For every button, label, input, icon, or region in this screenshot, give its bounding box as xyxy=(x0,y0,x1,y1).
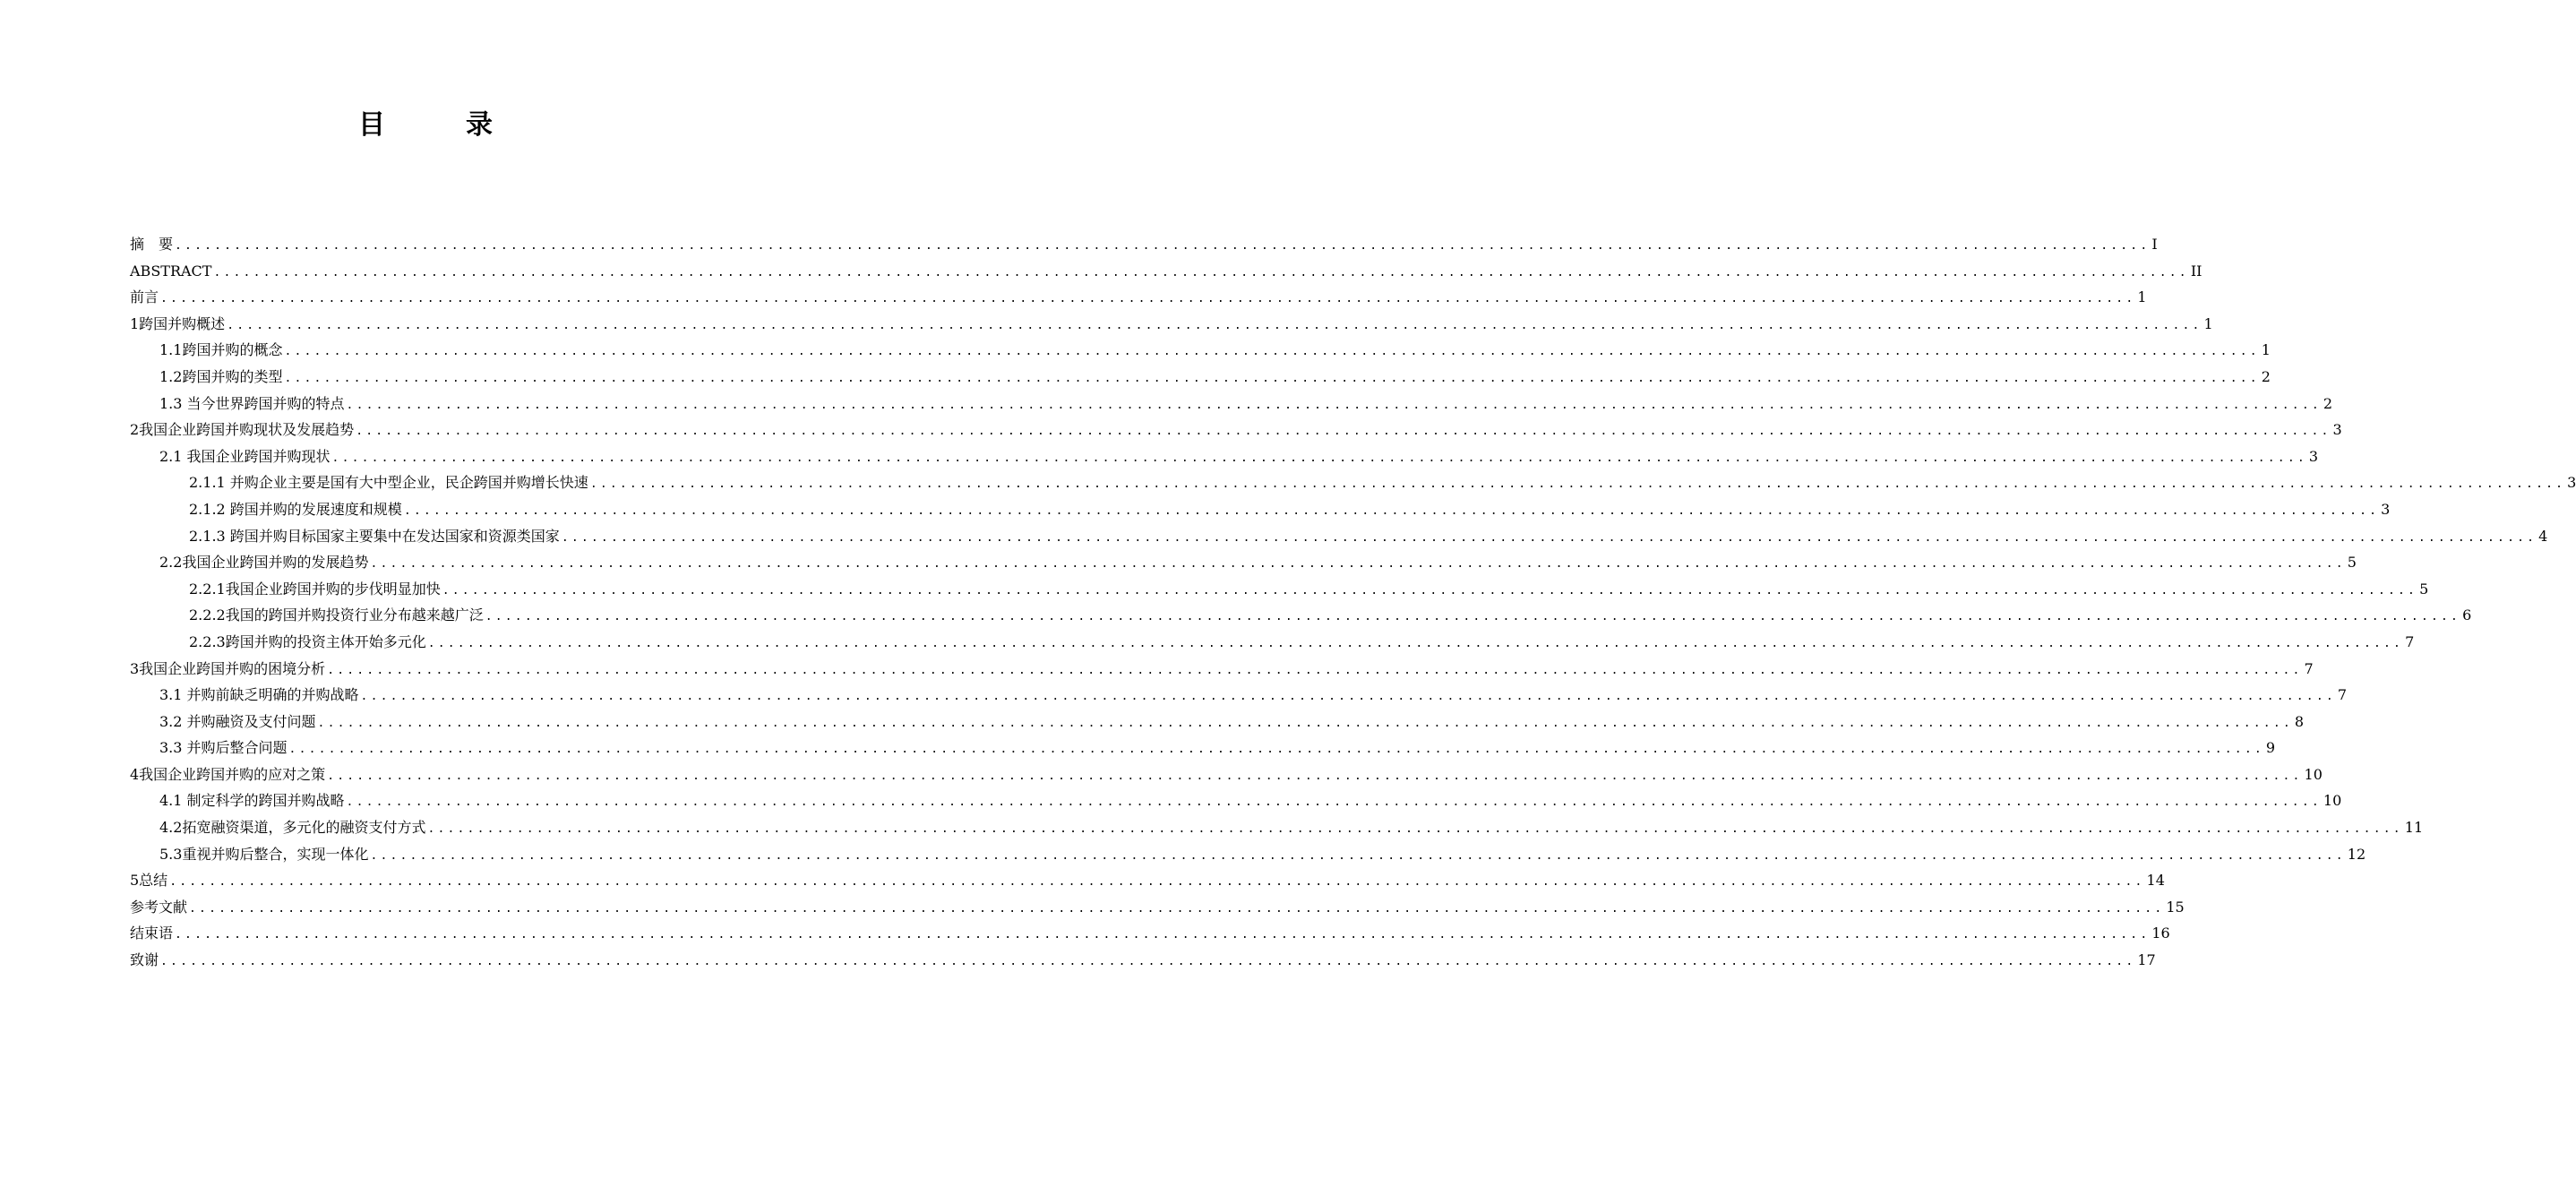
toc-entry-page-number: 7 xyxy=(2304,659,2314,677)
page-title: 目 录 xyxy=(358,109,519,141)
toc-leader-dots: ........................................................................................................................................................................................................ xyxy=(442,583,2418,598)
toc-entry-label: 4我国企业跨国并购的应对之策 xyxy=(130,765,326,783)
toc-entry-page-number: II xyxy=(2190,262,2202,280)
toc-leader-dots: ........................................................................................................................................................................................................ xyxy=(356,425,2331,439)
toc-entry-page-number: 7 xyxy=(2405,632,2415,650)
toc-leader-dots: ........................................................................................................................................................................................................ xyxy=(317,716,2293,730)
toc-entry-label: 摘 要 xyxy=(130,236,174,253)
toc-entry[interactable] xyxy=(130,867,2165,894)
toc-leader-dots: ........................................................................................................................................................................................................ xyxy=(370,557,2346,572)
toc-leader-dots: ........................................................................................................................................................................................................ xyxy=(175,239,2151,253)
toc-entry-label: 2我国企业跨国并购现状及发展趋势 xyxy=(130,421,355,439)
toc-leader-dots: ........................................................................................................................................................................................................ xyxy=(346,398,2322,412)
toc-entry-label: 2.2.3跨国并购的投资主体开始多元化 xyxy=(189,632,426,650)
toc-leader-dots: ........................................................................................................................................................................................................ xyxy=(561,530,2537,545)
toc-entry-label: 3我国企业跨国并购的困境分析 xyxy=(130,659,326,677)
toc-entry-label: 2.1 我国企业跨国并购现状 xyxy=(159,447,331,465)
toc-leader-dots: ........................................................................................................................................................................................................ xyxy=(485,610,2461,624)
toc-entry[interactable] xyxy=(130,258,2202,285)
toc-entry-page-number: 9 xyxy=(2265,739,2276,757)
toc-entry-page-number: 1 xyxy=(2261,341,2271,359)
toc-entry[interactable] xyxy=(130,761,2323,788)
toc-entry-page-number: 7 xyxy=(2337,686,2348,704)
toc-entry-label: 2.2我国企业跨国并购的发展趋势 xyxy=(159,554,369,572)
toc-entry[interactable] xyxy=(130,337,2271,364)
toc-entry[interactable] xyxy=(130,787,2342,814)
toc-entry-label: 2.2.2我国的跨国并购投资行业分布越来越广泛 xyxy=(189,606,484,624)
toc-entry[interactable] xyxy=(130,629,2415,656)
toc-leader-dots: ........................................................................................................................................................................................................ xyxy=(169,875,2145,890)
table-of-contents xyxy=(130,231,2576,974)
toc-leader-dots: ........................................................................................................................................................................................................ xyxy=(175,928,2151,942)
toc-entry[interactable] xyxy=(130,814,2424,841)
toc-entry[interactable] xyxy=(130,469,2576,496)
toc-entry-page-number: 10 xyxy=(2304,765,2323,783)
toc-entry[interactable] xyxy=(130,841,2366,868)
toc-leader-dots: ........................................................................................................................................................................................................ xyxy=(403,503,2380,518)
toc-entry[interactable] xyxy=(130,920,2170,947)
toc-entry-label: 5总结 xyxy=(130,872,168,890)
toc-entry-label: 2.2.1我国企业跨国并购的步伐明显加快 xyxy=(189,580,441,598)
toc-entry[interactable] xyxy=(130,523,2548,550)
toc-leader-dots: ........................................................................................................................................................................................................ xyxy=(160,292,2136,306)
toc-entry-page-number: 3 xyxy=(2308,447,2319,465)
toc-entry[interactable] xyxy=(130,311,2213,338)
toc-entry[interactable] xyxy=(130,709,2305,735)
toc-entry-page-number: 11 xyxy=(2404,819,2424,837)
toc-entry-label: 2.1.1 并购企业主要是国有大中型企业，民企跨国并购增长快速 xyxy=(189,474,588,492)
toc-entry-page-number: 4 xyxy=(2538,527,2548,545)
toc-entry[interactable] xyxy=(130,391,2333,417)
toc-entry[interactable] xyxy=(130,417,2342,443)
toc-entry-label: 结束语 xyxy=(130,924,174,942)
toc-entry[interactable] xyxy=(130,443,2319,470)
toc-leader-dots: ........................................................................................................................................................................................................ xyxy=(213,265,2189,280)
toc-entry-page-number: I xyxy=(2151,236,2158,253)
toc-entry-label: 3.3 并购后整合问题 xyxy=(159,739,288,757)
toc-entry-page-number: 10 xyxy=(2323,792,2342,810)
toc-entry-label: 5.3重视并购后整合，实现一体化 xyxy=(159,845,369,863)
toc-entry-page-number: 3 xyxy=(2381,500,2391,518)
toc-entry-page-number: 1 xyxy=(2203,314,2213,332)
toc-entry-page-number: 2 xyxy=(2323,394,2333,412)
toc-leader-dots: ........................................................................................................................................................................................................ xyxy=(589,477,2566,492)
toc-entry[interactable] xyxy=(130,364,2271,391)
toc-leader-dots: ........................................................................................................................................................................................................ xyxy=(284,371,2260,385)
toc-entry-label: 4.1 制定科学的跨国并购战略 xyxy=(159,792,345,810)
toc-entry-page-number: 5 xyxy=(2347,554,2357,572)
toc-entry-label: 3.2 并购融资及支付问题 xyxy=(159,712,316,730)
toc-entry[interactable] xyxy=(130,947,2156,974)
toc-entry-page-number: 6 xyxy=(2462,606,2472,624)
toc-leader-dots: ........................................................................................................................................................................................................ xyxy=(427,636,2404,650)
toc-entry-page-number: 8 xyxy=(2294,712,2305,730)
toc-entry-label: 1跨国并购概述 xyxy=(130,314,226,332)
toc-entry-label: 前言 xyxy=(130,288,159,306)
toc-entry-page-number: 16 xyxy=(2151,924,2170,942)
toc-entry-label: 3.1 并购前缺乏明确的并购战略 xyxy=(159,686,359,704)
toc-entry-label: 致谢 xyxy=(130,951,159,969)
toc-entry[interactable] xyxy=(130,602,2472,629)
toc-entry[interactable] xyxy=(130,284,2147,311)
toc-entry-label: 参考文献 xyxy=(130,898,188,916)
toc-entry-page-number: 15 xyxy=(2166,898,2185,916)
toc-entry-label: 1.2跨国并购的类型 xyxy=(159,367,283,385)
toc-entry-page-number: 3 xyxy=(2567,474,2576,492)
toc-entry[interactable] xyxy=(130,496,2391,523)
toc-entry[interactable] xyxy=(130,735,2276,761)
toc-entry-page-number: 17 xyxy=(2137,951,2156,969)
toc-entry[interactable] xyxy=(130,549,2357,576)
toc-leader-dots: ........................................................................................................................................................................................................ xyxy=(288,743,2264,757)
toc-entry[interactable] xyxy=(130,576,2429,603)
toc-entry-page-number: 14 xyxy=(2146,872,2165,890)
toc-entry-label: 1.1跨国并购的概念 xyxy=(159,341,283,359)
toc-entry-label: 2.1.2 跨国并购的发展速度和规模 xyxy=(189,500,402,518)
toc-leader-dots: ........................................................................................................................................................................................................ xyxy=(189,901,2165,916)
toc-leader-dots: ........................................................................................................................................................................................................ xyxy=(331,451,2307,465)
toc-leader-dots: ........................................................................................................................................................................................................ xyxy=(370,848,2346,863)
toc-leader-dots: ........................................................................................................................................................................................................ xyxy=(227,318,2202,332)
toc-leader-dots: ........................................................................................................................................................................................................ xyxy=(427,822,2403,837)
toc-leader-dots: ........................................................................................................................................................................................................ xyxy=(360,690,2336,704)
toc-entry-page-number: 12 xyxy=(2347,845,2366,863)
toc-entry-page-number: 3 xyxy=(2332,421,2342,439)
toc-entry-page-number: 2 xyxy=(2261,367,2271,385)
toc-entry[interactable] xyxy=(130,231,2158,258)
toc-entry-label: 1.3 当今世界跨国并购的特点 xyxy=(159,394,345,412)
toc-entry-page-number: 1 xyxy=(2137,288,2147,306)
toc-entry[interactable] xyxy=(130,894,2185,921)
toc-entry-label: 2.1.3 跨国并购目标国家主要集中在发达国家和资源类国家 xyxy=(189,527,560,545)
toc-leader-dots: ........................................................................................................................................................................................................ xyxy=(160,955,2136,969)
toc-entry-label: ABSTRACT xyxy=(130,262,212,280)
toc-entry-label: 4.2拓宽融资渠道，多元化的融资支付方式 xyxy=(159,819,426,837)
toc-entry-page-number: 5 xyxy=(2419,580,2429,598)
toc-entry[interactable] xyxy=(130,682,2348,709)
toc-leader-dots: ........................................................................................................................................................................................................ xyxy=(327,663,2303,677)
toc-leader-dots: ........................................................................................................................................................................................................ xyxy=(327,769,2303,783)
toc-entry[interactable] xyxy=(130,656,2314,683)
toc-leader-dots: ........................................................................................................................................................................................................ xyxy=(284,345,2260,359)
toc-leader-dots: ........................................................................................................................................................................................................ xyxy=(346,796,2322,810)
